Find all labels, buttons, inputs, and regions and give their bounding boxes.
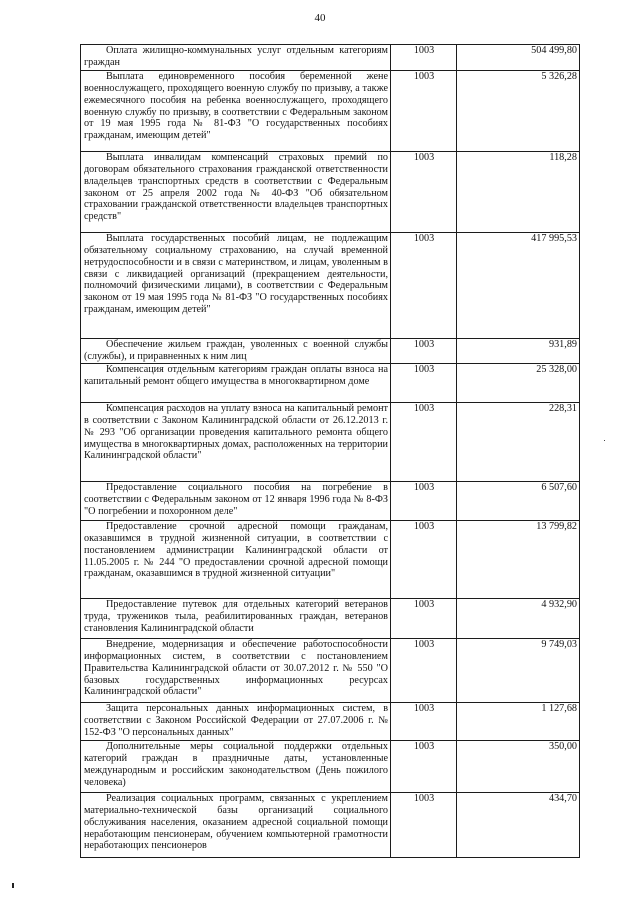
row-sum: 25 328,00 (457, 364, 580, 403)
row-name: Обеспечение жильем граждан, уволенных с военной службы (службы), и приравненных к ним лиц (81, 339, 391, 364)
row-sum: 6 507,60 (457, 482, 580, 521)
row-name: Защита персональных данных информационных систем, в соответствии с Законом Российской Федерации от 27.07.2006 г. № 152-ФЗ "О персональных данных" (81, 703, 391, 741)
row-sum: 9 749,03 (457, 639, 580, 703)
row-code: 1003 (391, 233, 457, 339)
table-row (81, 403, 580, 482)
row-code: 1003 (391, 482, 457, 521)
row-code: 1003 (391, 741, 457, 793)
row-code: 1003 (391, 152, 457, 233)
table-row (81, 482, 580, 521)
budget-table (80, 44, 580, 858)
row-sum: 4 932,90 (457, 599, 580, 639)
row-name: Компенсация расходов на уплату взноса на капитальный ремонт в соответствии с Законом Калининградской области от 26.12.2013 г. № 293 "Об организации проведения капитального ремонта общего имущества в многоквартирных домах, расположенных на территории Калининградской области" (81, 403, 391, 482)
row-sum: 13 799,82 (457, 521, 580, 599)
row-code: 1003 (391, 364, 457, 403)
table-row (81, 741, 580, 793)
table-row (81, 703, 580, 741)
row-code: 1003 (391, 703, 457, 741)
row-sum: 118,28 (457, 152, 580, 233)
row-name: Выплата единовременного пособия беременной жене военнослужащего, проходящего военную службу по призыву, а также ежемесячного пособия на ребенка военнослужащего, проходящего военную службу по призыву, в соответствии с Федеральным законом от 19 мая 1995 года № 81-ФЗ "О государственных пособиях гражданам, имеющим детей" (81, 71, 391, 152)
table-row (81, 364, 580, 403)
row-sum: 417 995,53 (457, 233, 580, 339)
row-code: 1003 (391, 45, 457, 71)
scan-mark (12, 883, 14, 888)
page-number: 40 (314, 12, 326, 24)
scan-speck (604, 440, 605, 441)
row-name: Дополнительные меры социальной поддержки отдельных категорий граждан в праздничные даты, установленные международным и российским законодательством (День пожилого человека) (81, 741, 391, 793)
table-row (81, 639, 580, 703)
row-sum: 434,70 (457, 793, 580, 858)
table-row (81, 793, 580, 858)
table-row (81, 233, 580, 339)
row-code: 1003 (391, 599, 457, 639)
row-name: Предоставление срочной адресной помощи гражданам, оказавшимся в трудной жизненной ситуации, в соответствии с постановлением администрации Калининградской области от 11.05.2005 г. № 244 "О предоставлении срочной адресной помощи гражданам, оказавшимся в трудной жизненной ситуации" (81, 521, 391, 599)
table-row (81, 45, 580, 71)
row-name: Предоставление социального пособия на погребение в соответствии с Федеральным законом от 12 января 1996 года № 8-ФЗ "О погребении и похоронном деле" (81, 482, 391, 521)
table-row (81, 339, 580, 364)
row-sum: 1 127,68 (457, 703, 580, 741)
table-row (81, 71, 580, 152)
row-code: 1003 (391, 521, 457, 599)
row-name: Оплата жилищно-коммунальных услуг отдельным категориям граждан (81, 45, 391, 71)
table-row (81, 599, 580, 639)
row-name: Выплата государственных пособий лицам, не подлежащим обязательному социальному страхованию, на случай временной нетрудоспособности и в связи с материнством, и лицам, уволенным в связи с ликвидацией организаций (прекращением деятельности, полномочий физическими лицами), в соответствии с Федеральным законом от 19 мая 1995 года № 81-ФЗ "О государственных пособиях гражданам, имеющим детей" (81, 233, 391, 339)
row-name: Выплата инвалидам компенсаций страховых премий по договорам обязательного страхования гражданской ответственности владельцев транспортных средств в соответствии с Федеральным законом от 25 апреля 2002 года № 40-ФЗ "Об обязательном страховании гражданской ответственности владельцев транспортных средств" (81, 152, 391, 233)
row-code: 1003 (391, 639, 457, 703)
row-code: 1003 (391, 793, 457, 858)
row-name: Предоставление путевок для отдельных категорий ветеранов труда, тружеников тыла, реабилитированных граждан, ветеранов становления Калининградской области (81, 599, 391, 639)
row-sum: 5 326,28 (457, 71, 580, 152)
table-row (81, 521, 580, 599)
row-code: 1003 (391, 403, 457, 482)
row-code: 1003 (391, 339, 457, 364)
table-row (81, 152, 580, 233)
row-sum: 504 499,80 (457, 45, 580, 71)
row-name: Внедрение, модернизация и обеспечение работоспособности информационных систем, в соответствии с постановлением Правительства Калининградской области от 30.07.2012 г. № 550 "О базовых государственных информационных ресурсах Калининградской области" (81, 639, 391, 703)
row-sum: 228,31 (457, 403, 580, 482)
row-name: Компенсация отдельным категориям граждан оплаты взноса на капитальный ремонт общего имущества в многоквартирном доме (81, 364, 391, 403)
row-name: Реализация социальных программ, связанных с укреплением материально-технической базы организаций социального обслуживания населения, оказанием адресной социальной помощи неработающим пенсионерам, обучением компьютерной грамотности неработающих пенсионеров (81, 793, 391, 858)
row-sum: 931,89 (457, 339, 580, 364)
row-sum: 350,00 (457, 741, 580, 793)
row-code: 1003 (391, 71, 457, 152)
